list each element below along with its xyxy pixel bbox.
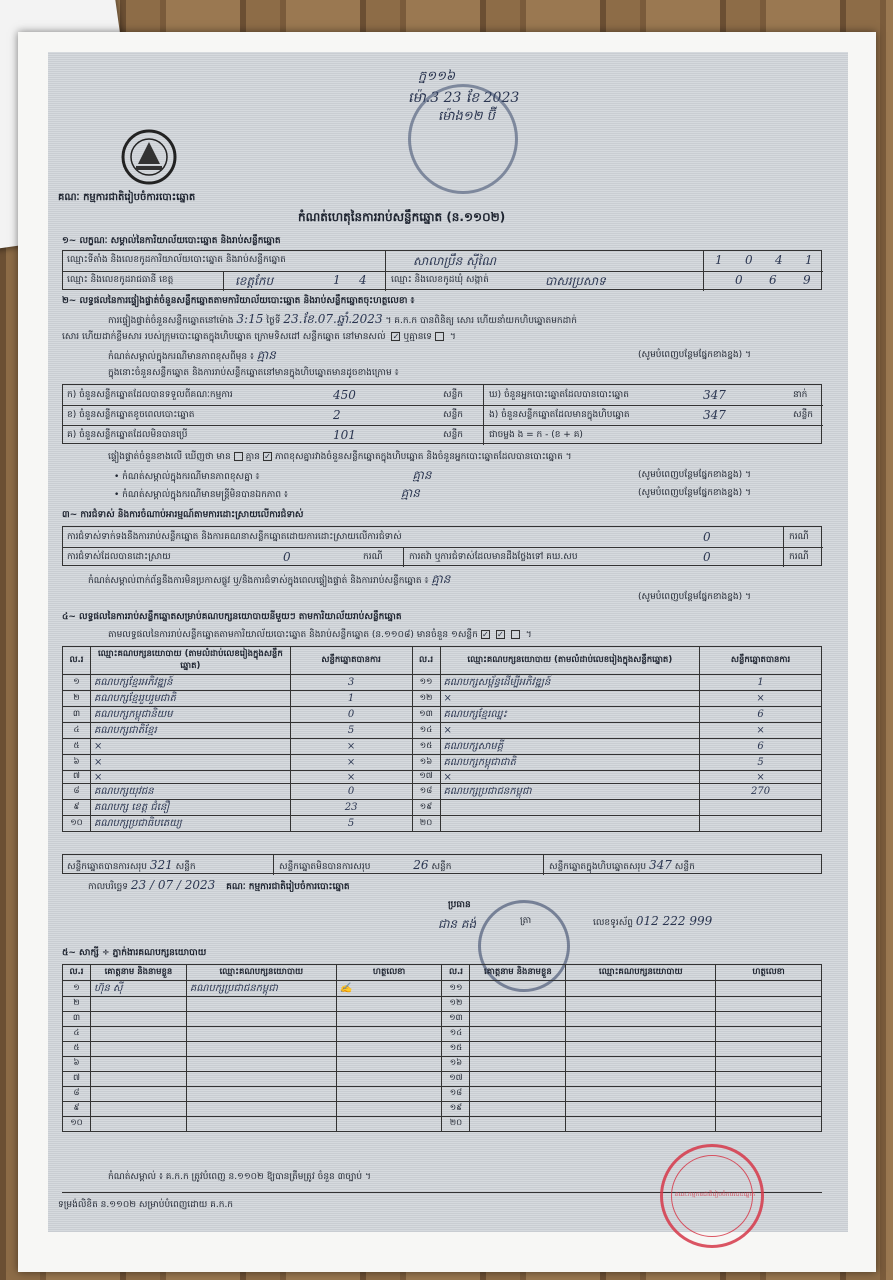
witness-party <box>186 1042 336 1057</box>
row-no: ១៩ <box>412 800 440 816</box>
w-col-name-2: គោត្តនាម និងនាមខ្លួន <box>470 965 566 981</box>
table-row <box>63 816 822 832</box>
s3-r2-value: 0 <box>283 550 291 564</box>
checkbox-none[interactable]: ✓ <box>264 452 271 461</box>
section5-title: ៥~ សាក្សី ÷ ភ្នាក់ងារគណបក្សនយោបាយ <box>62 948 207 958</box>
party-votes: 6 <box>700 707 822 723</box>
witness-row <box>63 1027 822 1042</box>
row-b-unit: សន្លឹក <box>443 410 463 420</box>
row-d-value: 347 <box>703 388 726 402</box>
phone: លេខទូរស័ព្ទ 012 222 999 <box>593 914 713 928</box>
party-name: គណបក្សសម្ព័ន្ធដើម្បីអភិវឌ្ឍន៍ <box>440 675 700 691</box>
witness-name <box>90 997 186 1012</box>
row-c-unit: សន្លឹក <box>443 430 463 440</box>
witness-row <box>63 1102 822 1117</box>
s3-r2b-label: ការតវ៉ា ឬការជំទាស់ដែលមានដឹងថ្លែងទៅ គឃ.សប <box>409 552 578 562</box>
party-name: គណបក្សប្រជាជនកម្ពុជា <box>440 784 700 800</box>
sign-role: ប្រធាន <box>448 900 471 910</box>
row-no: ៩ <box>63 1102 91 1117</box>
witness-party <box>186 997 336 1012</box>
witness-table <box>62 964 822 1132</box>
header-note-1: ក្ន១១៦ <box>418 69 456 84</box>
s3-r2-label: ការជំទាស់ដែលបានដោះស្រាយ <box>67 552 171 562</box>
s1-province-value: ខេត្តកែប <box>235 274 274 288</box>
total-ballots: សន្លឹកឆ្នោតក្នុងហិបឆ្នោតសរុប 347 សន្លឹក <box>549 858 695 872</box>
row-no: ១១ <box>442 981 470 997</box>
row-no: ១២ <box>412 691 440 707</box>
row-no: ៥ <box>63 739 91 755</box>
red-official-stamp <box>660 1144 764 1248</box>
witness-signature: ✍ <box>336 981 442 997</box>
table-row <box>63 707 822 723</box>
witness-name <box>470 1072 566 1087</box>
row-no: ១០ <box>63 816 91 832</box>
party-votes: × <box>700 723 822 739</box>
results-table <box>62 646 822 832</box>
row-no: ៩ <box>63 800 91 816</box>
w-col-party-2: ឈ្មោះគណបក្សនយោបាយ <box>566 965 716 981</box>
authority-line: គណៈ កម្មការជាតិរៀបចំការបោះឆ្នោត <box>58 192 196 203</box>
row-no: ២០ <box>442 1117 470 1132</box>
witness-name <box>470 1087 566 1102</box>
s3-r1-value: 0 <box>703 530 711 544</box>
row-no: ៤ <box>63 1027 91 1042</box>
row-no: ១៥ <box>442 1042 470 1057</box>
witness-name <box>90 1072 186 1087</box>
witness-signature <box>336 1042 442 1057</box>
party-name: × <box>440 691 700 707</box>
form-footer: ទម្រង់លិខិត ន.១១០២ សម្រាប់បំពេញដោយ គ.ក.ក <box>58 1200 234 1210</box>
witness-name <box>90 1027 186 1042</box>
w-col-no: ល.រ <box>63 965 91 981</box>
section1-title: ១~ លក្ខណៈ សម្គាល់នៃការិយាល័យបោះឆ្នោត និងរាប់សន្លឹកឆ្នោត <box>62 236 281 246</box>
party-name: គណបក្សខ្មែរអភិវឌ្ឍន៍ <box>90 675 290 691</box>
row-no: ១៥ <box>412 739 440 755</box>
witness-row <box>63 1117 822 1132</box>
witness-party <box>186 1117 336 1132</box>
s2-sign-note: (សូមបំពេញបន្ថែមផ្នែកខាងខ្នង) ។ <box>638 350 751 360</box>
party-name: × <box>440 723 700 739</box>
witness-signature <box>716 1042 822 1057</box>
party-votes: 5 <box>290 816 412 832</box>
row-no: ១ <box>63 981 91 997</box>
row-no: ១៧ <box>412 771 440 784</box>
witness-party <box>566 1117 716 1132</box>
row-d-label: ឃ) ចំនួនអ្នកបោះឆ្នោតដែលបានបោះឆ្នោត <box>489 390 629 400</box>
row-c-value: 101 <box>333 428 356 442</box>
witness-signature <box>336 1072 442 1087</box>
row-no: ៤ <box>63 723 91 739</box>
party-votes: × <box>290 771 412 784</box>
witness-row <box>63 1057 822 1072</box>
col-votes: សន្លឹកឆ្នោតបានការ <box>290 647 412 675</box>
witness-signature <box>716 1027 822 1042</box>
table-row <box>63 723 822 739</box>
top-seal-stamp <box>408 84 518 194</box>
party-name: គណបក្សយុវជន <box>90 784 290 800</box>
row-no: ៦ <box>63 755 91 771</box>
row-no: ២ <box>63 691 91 707</box>
party-name: គណបក្សសាមគ្គី <box>440 739 700 755</box>
row-d-unit: នាក់ <box>793 390 808 400</box>
row-b-label: ខ) ចំនួនសន្លឹកឆ្នោតខូចពេលបោះឆ្នោត <box>67 410 195 420</box>
row-no: ១៧ <box>442 1072 470 1087</box>
checkbox-three[interactable] <box>511 630 520 639</box>
party-name <box>440 800 700 816</box>
nec-emblem-icon <box>120 128 178 186</box>
totals-row <box>62 854 822 874</box>
party-votes: 270 <box>700 784 822 800</box>
row-no: ៦ <box>63 1057 91 1072</box>
s3-r1-label: ការជំទាស់ទាក់ទងនឹងការរាប់សន្លឹកឆ្នោត និងការគណនាសន្លឹកឆ្នោតដោយការដោះស្រាយលើការជំទាស់ <box>67 532 402 542</box>
s2-sign-note-2: (សូមបំពេញបន្ថែមផ្នែកខាងខ្នង) ។ <box>638 470 751 480</box>
witness-signature <box>336 1117 442 1132</box>
row-no: ២០ <box>412 816 440 832</box>
row-no: ១១ <box>412 675 440 691</box>
party-votes: 5 <box>290 723 412 739</box>
witness-name <box>470 1027 566 1042</box>
witness-name <box>90 1057 186 1072</box>
party-votes: × <box>700 771 822 784</box>
witness-row <box>63 1072 822 1087</box>
witness-row <box>63 1012 822 1027</box>
section2-title: ២~ លទ្ធផលនៃការផ្ទៀងផ្ទាត់ចំនួនសន្លឹកឆ្នោតតាមការិយាល័យបោះឆ្នោត និងរាប់សន្លឹកឆ្នោតចុះហត្ថលេខា ៖ <box>62 296 415 306</box>
s1-commune-value: បាសរប្រសាទ <box>545 274 606 288</box>
witness-signature <box>716 1087 822 1102</box>
witness-name <box>90 1117 186 1132</box>
row-no: ២ <box>63 997 91 1012</box>
w-col-sign-2: ហត្ថលេខា <box>716 965 822 981</box>
header-note-2: ម៉ោ.3 23 ខែ 2023 <box>408 90 520 106</box>
s3-r1-unit: ករណី <box>789 532 809 542</box>
party-votes: 0 <box>290 784 412 800</box>
witness-name <box>90 1102 186 1117</box>
row-no: ៨ <box>63 784 91 800</box>
s2-sign-note-3: (សូមបំពេញបន្ថែមផ្នែកខាងខ្នង) ។ <box>638 488 751 498</box>
witness-name <box>90 1012 186 1027</box>
party-votes: 0 <box>290 707 412 723</box>
row-no: ១៤ <box>412 723 440 739</box>
party-votes: 3 <box>290 675 412 691</box>
witness-signature <box>336 1057 442 1072</box>
witness-party <box>186 1072 336 1087</box>
s4-intro: តាមលទ្ធផលនៃការរាប់សន្លឹកឆ្នោតតាមការិយាល័យបោះឆ្នោត និងរាប់សន្លឹកឆ្នោត (ន.១១០៨) មានចំនួន ១សន្លឹក ✓ ✓ ។ <box>108 630 532 640</box>
table-row <box>63 691 822 707</box>
col-no: ល.រ <box>63 647 91 675</box>
total-valid: សន្លឹកឆ្នោតបានការសរុប 321 សន្លឹក <box>67 858 196 872</box>
row-no: ១៣ <box>412 707 440 723</box>
party-votes: 5 <box>700 755 822 771</box>
party-name: គណបក្សជាតិខ្មែរ <box>90 723 290 739</box>
witness-name <box>470 1012 566 1027</box>
witness-name: ហ៊ុន ស៊ី <box>90 981 186 997</box>
s1-commune-code-3: 9 <box>803 273 811 287</box>
party-name: គណបក្សកម្ពុជានិយម <box>90 707 290 723</box>
col-party: ឈ្មោះគណបក្សនយោបាយ (តាមលំដាប់លេខរៀងក្នុងសន្លឹកឆ្នោត) <box>90 647 290 675</box>
witness-row <box>63 1087 822 1102</box>
witness-party <box>186 1057 336 1072</box>
s1-location-value: សាលាប្រឹន ស៊ីណៃ <box>413 254 496 268</box>
witness-name <box>470 1057 566 1072</box>
witness-row <box>63 1042 822 1057</box>
row-no: ១៦ <box>412 755 440 771</box>
party-name: គណបក្សខ្មែរឈ្នះ <box>440 707 700 723</box>
s1-commune-code-1: 0 <box>735 273 743 287</box>
s2-line2: សោរ ហើយដាក់ខ្លឹមសារ របស់ក្រុមបោះឆ្នោតក្នុងហិបឆ្នោត ក្រោមទិសដៅ សន្លឹកឆ្នោត នៅមានសល់ ✓ ឬគ្មានទេ ។ <box>62 332 456 342</box>
party-votes <box>700 800 822 816</box>
s1-loc-code-2: 0 <box>745 253 753 267</box>
s3-r2b-unit: ករណី <box>789 552 809 562</box>
witness-name <box>90 1042 186 1057</box>
witness-name <box>470 1117 566 1132</box>
witness-party <box>566 1057 716 1072</box>
witness-name <box>90 1087 186 1102</box>
party-name: គណបក្សប្រជាធិបតេយ្យ <box>90 816 290 832</box>
s3-sign-note: (សូមបំពេញបន្ថែមផ្នែកខាងខ្នង) ។ <box>638 592 751 602</box>
form-title: កំណត់ហេតុនៃការរាប់សន្លឹកឆ្នោត (ន.១១០២) <box>298 210 506 224</box>
witness-party <box>186 1087 336 1102</box>
table-row <box>63 784 822 800</box>
table-row <box>63 739 822 755</box>
witness-party: គណបក្សប្រជាជនកម្ពុជា <box>186 981 336 997</box>
s3-r2b-value: 0 <box>703 550 711 564</box>
witness-party <box>566 1102 716 1117</box>
s1-loc-code-1: 1 <box>715 253 723 267</box>
header-note-3: ម៉ោង១២ ប៊ី <box>438 109 495 124</box>
footnote: កំណត់សម្គាល់ ៖ គ.ក.ក ត្រូវបំពេញ ន.១១០២ ឱ្យបានត្រឹមត្រូវ ចំនួន ៣ច្បាប់ ។ <box>108 1172 371 1182</box>
s1-province-label: ឈ្មោះ និងលេខកូដរាជធានី ខេត្ត <box>67 275 174 285</box>
s1-province-code-1: 1 <box>333 273 341 287</box>
witness-name <box>470 981 566 997</box>
row-no: ១៨ <box>442 1087 470 1102</box>
section1-table <box>62 250 822 290</box>
checkbox-yes[interactable]: ✓ <box>392 332 400 341</box>
table-row <box>63 771 822 784</box>
party-votes: × <box>290 755 412 771</box>
party-name: គណបក្សកម្ពុជាជាតិ <box>440 755 700 771</box>
party-votes: × <box>290 739 412 755</box>
s1-commune-label: ឈ្មោះ និងលេខកូដឃុំ សង្កាត់ <box>391 275 489 285</box>
witness-party <box>186 1102 336 1117</box>
row-no: ១០ <box>63 1117 91 1132</box>
total-invalid: សន្លឹកឆ្នោតមិនបានការសរុប 26 សន្លឹក <box>279 858 452 872</box>
section3-title: ៣~ ការជំទាស់ និងការចំណាប់អារម្មណ៍តាមការដោះស្រាយលើការជំទាស់ <box>62 510 304 520</box>
form-paper <box>48 52 848 1232</box>
party-votes: 1 <box>290 691 412 707</box>
w-col-sign: ហត្ថលេខា <box>336 965 442 981</box>
row-no: ៣ <box>63 1012 91 1027</box>
w-col-no-2: ល.រ <box>442 965 470 981</box>
col-no-2: ល.រ <box>412 647 440 675</box>
s2-count-table <box>62 384 822 444</box>
row-a-unit: សន្លឹក <box>443 390 463 400</box>
row-e-value: 347 <box>703 408 726 422</box>
s2-bullet1: • កំណត់សម្គាល់ក្នុងករណីមានភាពខុសគ្នា ៖ គ្មាន <box>114 468 432 482</box>
witness-signature <box>336 1102 442 1117</box>
sign-name: ជាន គង់ <box>438 917 477 931</box>
s1-loc-code-3: 4 <box>775 253 783 267</box>
party-votes: 6 <box>700 739 822 755</box>
row-no: ៨ <box>63 1087 91 1102</box>
witness-signature <box>336 997 442 1012</box>
row-no: ១៩ <box>442 1102 470 1117</box>
s2-compare: ផ្ទៀងផ្ទាត់ចំនួនខាងលើ ឃើញថា មាន គ្មាន ✓ ភាពខុសគ្នារវាងចំនួនសន្លឹកឆ្នោតក្នុងហិបឆ្នោត និងចំនួនអ្នកបោះឆ្នោតដែលបានបោះឆ្នោត ។ <box>108 452 572 462</box>
party-name <box>440 816 700 832</box>
s3-note: កំណត់សម្គាល់ពាក់ព័ន្ធនឹងការមិនប្រកាសផ្លូវ ឬ/និងការជំទាស់ក្នុងពេលផ្ទៀងផ្ទាត់ និងការរាប់សន្លឹកឆ្នោត ៖ គ្មាន <box>88 572 451 586</box>
party-votes: 23 <box>290 800 412 816</box>
stamp-label: ត្រា <box>520 916 532 926</box>
party-votes: 1 <box>700 675 822 691</box>
s3-r2-unit: ករណី <box>363 552 383 562</box>
col-party-2: ឈ្មោះគណបក្សនយោបាយ (តាមលំដាប់លេខរៀងក្នុងសន្លឹកឆ្នោត) <box>440 647 700 675</box>
row-no: ១៦ <box>442 1057 470 1072</box>
row-a-value: 450 <box>333 388 356 402</box>
party-name: គណបក្ស ខេត្ត ជំនឿ <box>90 800 290 816</box>
s2-remark: កំណត់សម្គាល់ក្នុងករណីមានភាពខុសពីមុន ៖ គ្មាន <box>108 348 276 362</box>
row-no: ១៨ <box>412 784 440 800</box>
s1-province-code-2: 4 <box>359 273 367 287</box>
checkbox-has[interactable] <box>234 452 243 461</box>
s2-date: 23.ខែ.07.ឆ្នាំ.2023 <box>283 312 383 326</box>
s2-time: 3:15 <box>236 312 264 326</box>
w-col-party: ឈ្មោះគណបក្សនយោបាយ <box>186 965 336 981</box>
s1-location-label: ឈ្មោះទីតាំង និងលេខកូដការិយាល័យបោះឆ្នោត និងរាប់សន្លឹកឆ្នោត <box>67 255 286 265</box>
witness-signature <box>716 1072 822 1087</box>
witness-party <box>566 1027 716 1042</box>
col-votes-2: សន្លឹកឆ្នោតបានការ <box>700 647 822 675</box>
witness-party <box>566 997 716 1012</box>
row-no: ១២ <box>442 997 470 1012</box>
witness-party <box>566 1087 716 1102</box>
party-votes: × <box>700 691 822 707</box>
table-row <box>63 800 822 816</box>
s1-commune-code-2: 6 <box>769 273 777 287</box>
s1-loc-code-4: 1 <box>805 253 813 267</box>
witness-signature <box>716 997 822 1012</box>
party-name: × <box>90 739 290 755</box>
table-row <box>63 755 822 771</box>
witness-signature <box>716 1102 822 1117</box>
section4-title: ៤~ លទ្ធផលនៃការរាប់សន្លឹកឆ្នោតសម្រាប់គណបក្សនយោបាយនីមួយៗ តាមការិយាល័យរាប់សន្លឹកឆ្នោត <box>62 612 402 622</box>
witness-row <box>63 997 822 1012</box>
witness-name <box>470 997 566 1012</box>
witness-party <box>566 981 716 997</box>
row-a-label: ក) ចំនួនសន្លឹកឆ្នោតដែលបានទទួលពីគណៈកម្មការ <box>67 390 233 400</box>
s2-remark-value: គ្មាន <box>256 348 276 362</box>
row-no: ៧ <box>63 771 91 784</box>
witness-signature <box>336 1027 442 1042</box>
row-no: ១ <box>63 675 91 691</box>
row-no: ៣ <box>63 707 91 723</box>
witness-signature <box>716 1057 822 1072</box>
checkbox-no[interactable] <box>435 332 444 341</box>
row-e-label: ង) ចំនួនសន្លឹកឆ្នោតដែលមានក្នុងហិបឆ្នោត <box>489 410 630 420</box>
s2-line1: ការផ្ទៀងផ្ទាត់ចំនួនសន្លឹកឆ្នោតនៅម៉ោង 3:15 ថ្ងៃទី 23.ខែ.07.ឆ្នាំ.2023 ។ គ.ក.ក បានពិនិត្យ សោរ ហើយនាំយកហិបឆ្នោតមកដាក់ <box>108 312 577 326</box>
checkbox-one[interactable]: ✓ <box>481 630 489 639</box>
row-formula: ជាចម្លង ង = ក - (ខ + គ) <box>489 430 583 440</box>
witness-signature <box>716 1012 822 1027</box>
checkbox-two[interactable]: ✓ <box>496 630 504 639</box>
w-col-name: គោត្តនាម និងនាមខ្លួន <box>90 965 186 981</box>
row-no: ១៣ <box>442 1012 470 1027</box>
witness-party <box>566 1042 716 1057</box>
party-name: គណបក្សខ្មែររួបរួមជាតិ <box>90 691 290 707</box>
witness-name <box>470 1042 566 1057</box>
witness-party <box>566 1012 716 1027</box>
witness-party <box>186 1027 336 1042</box>
witness-name <box>470 1102 566 1117</box>
witness-party <box>566 1072 716 1087</box>
witness-row <box>63 981 822 997</box>
row-b-value: 2 <box>333 408 341 422</box>
s2-intro: ក្នុងនោះចំនួនសន្លឹកឆ្នោត និងការរាប់សន្លឹកឆ្នោតនៅមានក្នុងហិបឆ្នោតមានដូចខាងក្រោម ៖ <box>108 368 399 378</box>
witness-signature <box>716 981 822 997</box>
red-stamp-text: គណៈកម្មការជាតិរៀបចំការបោះឆ្នោត <box>674 1191 756 1198</box>
party-name: × <box>90 755 290 771</box>
witness-party <box>186 1012 336 1027</box>
party-name: × <box>440 771 700 784</box>
section3-table <box>62 526 822 566</box>
party-votes <box>700 816 822 832</box>
party-name: × <box>90 771 290 784</box>
row-e-unit: សន្លឹក <box>793 410 813 420</box>
row-no: ៥ <box>63 1042 91 1057</box>
witness-signature <box>336 1087 442 1102</box>
form-sheet <box>18 32 876 1272</box>
witness-signature <box>336 1012 442 1027</box>
row-no: ៧ <box>63 1072 91 1087</box>
s4-date: កាលបរិច្ឆេទ 23 / 07 / 2023 គណៈ កម្មការជាតិរៀបចំការបោះឆ្នោត <box>88 878 350 892</box>
witness-signature <box>716 1117 822 1132</box>
s2-bullet2: • កំណត់សម្គាល់ក្នុងករណីមានមន្ត្រីមិនបានឯកភាព ៖ គ្មាន <box>114 486 420 500</box>
row-no: ១៤ <box>442 1027 470 1042</box>
row-c-label: គ) ចំនួនសន្លឹកឆ្នោតដែលមិនបានប្រើ <box>67 430 188 440</box>
table-row <box>63 675 822 691</box>
